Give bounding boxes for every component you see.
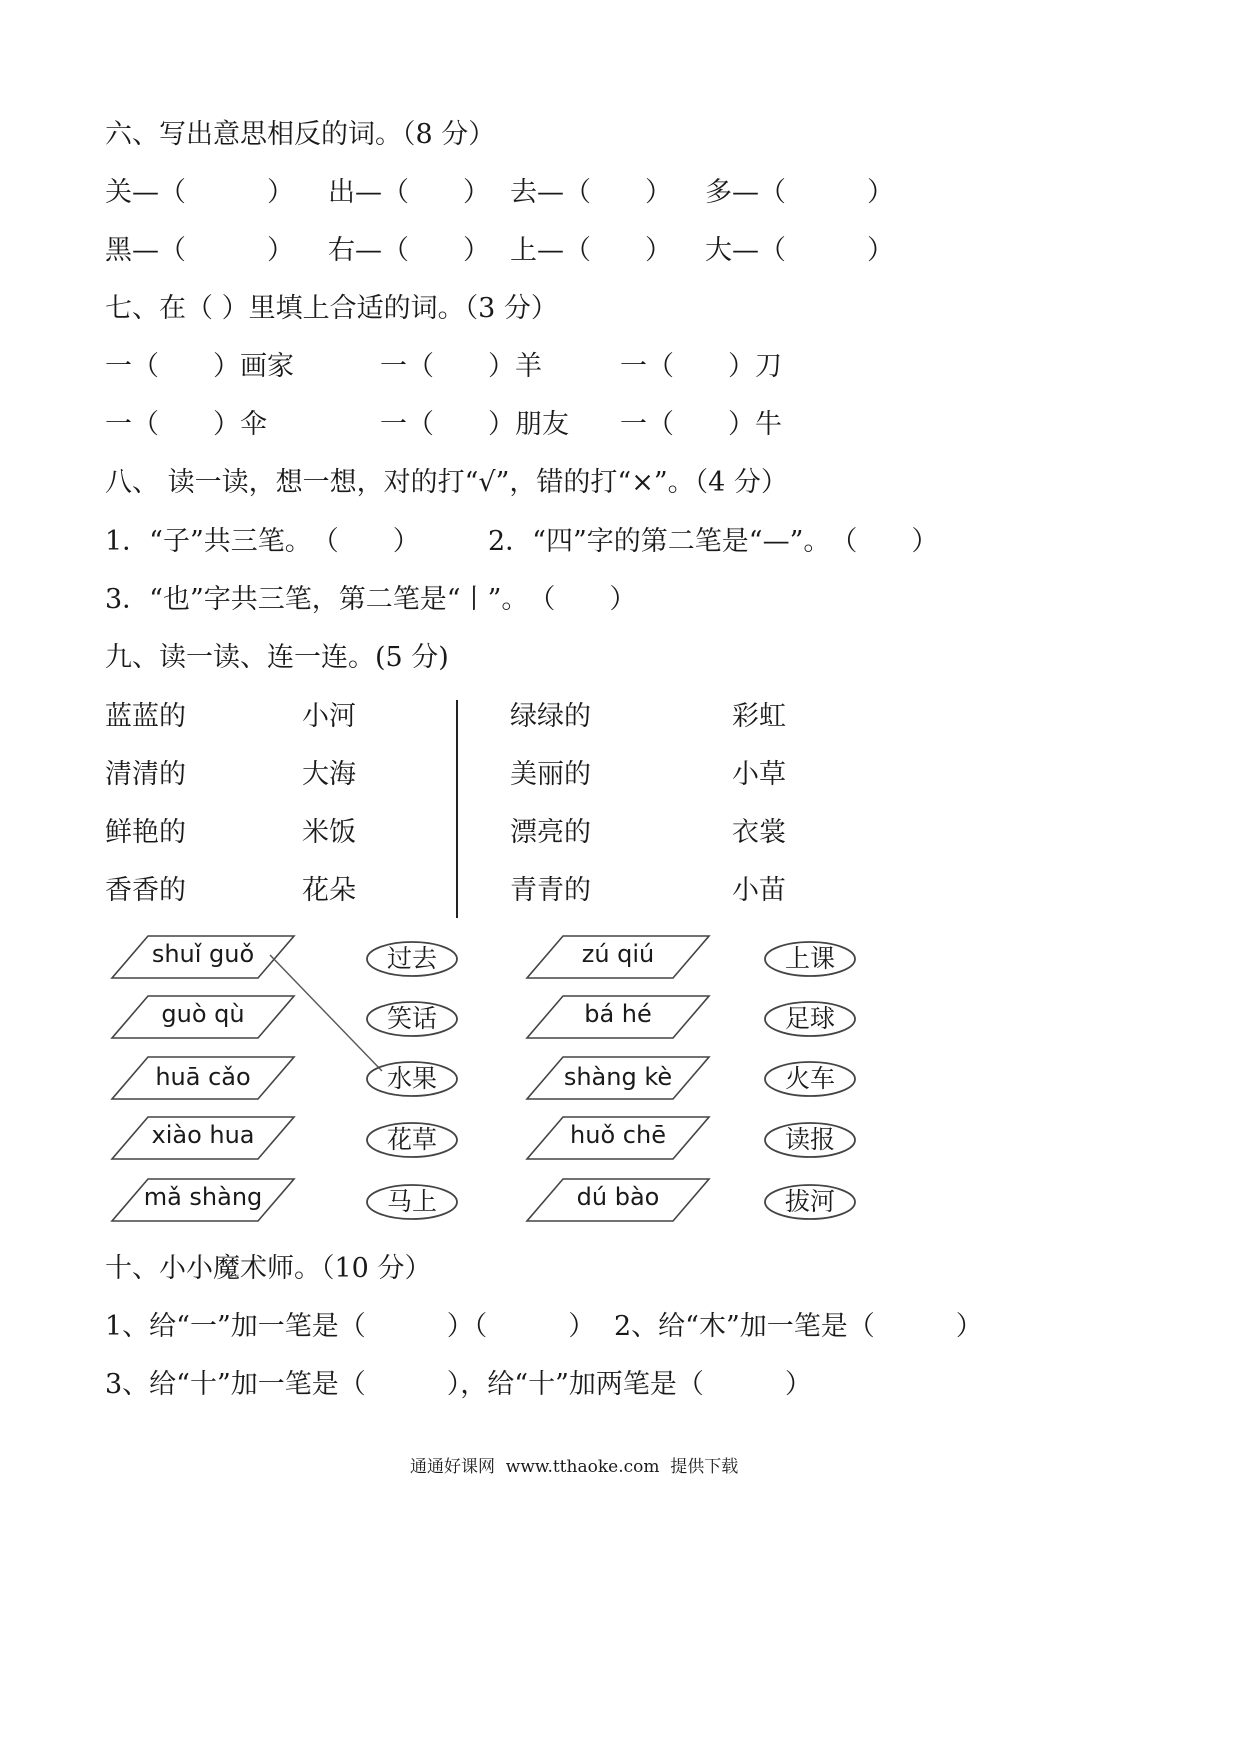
pinyin-label: guò qù	[161, 1000, 245, 1028]
word-oval	[763, 940, 857, 978]
true-false-item: 3．“也”字共三笔，第二笔是“丨”。 （ ）	[105, 584, 637, 615]
pinyin-card	[525, 934, 711, 980]
pinyin-label: huā cǎo	[155, 1063, 251, 1091]
pinyin-card	[525, 1177, 711, 1223]
adjective-word: 漂亮的	[510, 817, 591, 848]
word-oval	[365, 1060, 459, 1098]
noun-word: 彩虹	[732, 701, 786, 732]
noun-word: 小草	[732, 759, 786, 790]
antonym-item: 大—（ ）	[705, 235, 894, 266]
noun-word: 衣裳	[732, 817, 786, 848]
noun-word: 米饭	[302, 817, 356, 848]
word-label: 火车	[784, 1064, 835, 1093]
antonym-item: 去—（ ）	[510, 177, 672, 208]
stroke-question: 2、给“木”加一笔是（ ）	[614, 1311, 983, 1342]
adjective-word: 绿绿的	[510, 701, 591, 732]
measure-word-item: 一（ ）羊	[380, 351, 542, 382]
antonym-item: 多—（ ）	[705, 177, 894, 208]
word-oval	[365, 1183, 459, 1221]
pinyin-label: dú bào	[576, 1183, 660, 1211]
measure-word-item: 一（ ）画家	[105, 351, 294, 382]
word-label: 上课	[784, 944, 835, 973]
pinyin-label: shàng kè	[563, 1063, 673, 1091]
word-label: 马上	[386, 1187, 437, 1216]
word-oval	[365, 940, 459, 978]
adjective-word: 美丽的	[510, 759, 591, 790]
section-9-title: 九、读一读、连一连。(5 分)	[105, 642, 449, 673]
true-false-item: 1．“子”共三笔。 （ ）	[105, 526, 420, 557]
word-oval	[763, 1121, 857, 1159]
antonym-item: 黑—（ ）	[105, 235, 294, 266]
word-oval	[763, 1183, 857, 1221]
stroke-question: 3、给“十”加一笔是（ ），给“十”加两笔是（ ）	[105, 1369, 812, 1400]
word-oval	[365, 1000, 459, 1038]
measure-word-item: 一（ ）伞	[105, 409, 267, 440]
measure-word-item: 一（ ）刀	[620, 351, 782, 382]
word-label: 花草	[386, 1125, 437, 1154]
footer-credit: 通通好课网 www.tthaoke.com 提供下载	[410, 1457, 739, 1477]
pinyin-label: zú qiú	[581, 940, 655, 968]
adjective-word: 鲜艳的	[105, 817, 186, 848]
word-label: 笑话	[386, 1004, 437, 1033]
pinyin-label: xiào hua	[151, 1121, 255, 1149]
true-false-item: 2．“四”字的第二笔是“—”。 （ ）	[488, 526, 939, 557]
pinyin-label: bá hé	[584, 1000, 652, 1028]
antonym-item: 右—（ ）	[328, 235, 490, 266]
pinyin-card	[525, 1115, 711, 1161]
section-8-title: 八、 读一读，想一想，对的打“√”，错的打“×”。（4 分）	[105, 467, 788, 498]
word-label: 读报	[784, 1125, 835, 1154]
pinyin-label: mǎ shàng	[143, 1183, 263, 1211]
noun-word: 小苗	[732, 875, 786, 906]
word-label: 足球	[784, 1004, 835, 1033]
word-oval	[763, 1060, 857, 1098]
antonym-item: 关—（ ）	[105, 177, 294, 208]
noun-word: 大海	[302, 759, 356, 790]
adjective-word: 青青的	[510, 875, 591, 906]
word-oval	[763, 1000, 857, 1038]
adjective-word: 蓝蓝的	[105, 701, 186, 732]
antonym-item: 出—（ ）	[328, 177, 490, 208]
word-label: 水果	[386, 1064, 437, 1093]
stroke-question: 1、给“一”加一笔是（ ）（ ）	[105, 1311, 596, 1342]
word-label: 拔河	[784, 1187, 835, 1216]
pinyin-label: shuǐ guǒ	[151, 940, 255, 968]
noun-word: 花朵	[302, 875, 356, 906]
noun-word: 小河	[302, 701, 356, 732]
pinyin-label: huǒ chē	[570, 1121, 666, 1149]
section-10-title: 十、小小魔术师。（10 分）	[105, 1253, 432, 1284]
section-6-title: 六、写出意思相反的词。（8 分）	[105, 119, 496, 150]
section-7-title: 七、在（ ）里填上合适的词。（3 分）	[105, 293, 558, 324]
measure-word-item: 一（ ）朋友	[380, 409, 569, 440]
pinyin-card	[525, 994, 711, 1040]
antonym-item: 上—（ ）	[510, 235, 672, 266]
word-label: 过去	[386, 944, 437, 973]
pinyin-card	[525, 1055, 711, 1101]
word-oval	[365, 1121, 459, 1159]
adjective-word: 清清的	[105, 759, 186, 790]
measure-word-item: 一（ ）牛	[620, 409, 782, 440]
adjective-word: 香香的	[105, 875, 186, 906]
